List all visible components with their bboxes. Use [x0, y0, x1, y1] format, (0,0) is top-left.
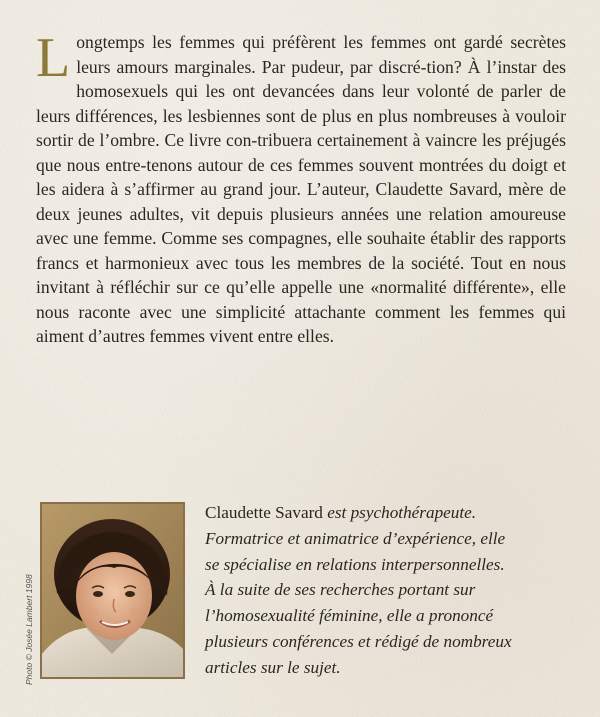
description-line: elle souhaite établir des rapports francs et harmonieux avec [36, 228, 566, 273]
description-line: relation amoureuse avec une femme. Comme ses compagnes, [36, 203, 566, 248]
description-line: en plus nombreuses à vouloir sortir de l’ombre. Ce livre con- [36, 105, 567, 150]
author-name: Claudette Savard [205, 503, 323, 522]
author-photo [42, 504, 183, 677]
bio-line: articles sur le sujet. [205, 657, 341, 677]
bio-line: Formatrice et animatrice d’expérience, elle [205, 528, 506, 548]
bio-line: l’homosexualité féminine, elle a prononcé [205, 606, 494, 626]
description-line: mère de deux jeunes adultes, vit depuis plusieurs années une [36, 179, 566, 224]
drop-cap: L [36, 27, 71, 89]
bio-line: se spécialise en relations interpersonnelles. [205, 554, 505, 574]
author-bio [205, 500, 575, 681]
author-photo-frame [40, 502, 185, 679]
author-role: est psychothérapeute. [327, 503, 477, 522]
bio-line: plusieurs conférences et rédigé de nombreux [205, 631, 512, 651]
book-description [36, 27, 567, 349]
description-line: tous les membres de la société. Tout en nous invitant à réfléchir [36, 252, 566, 297]
description-line: aidera à s’affirmer au grand jour. L’auteur, Claudette Savard, [61, 179, 503, 199]
description-line: tion? À l’instar des homosexuels qui les ont devancées dans leur [76, 56, 566, 101]
description-line: sur ce qu’elle appelle une «normalité différente», elle nous [36, 277, 566, 322]
description-line: tenons autour de ces femmes souvent montrées du doigt et les [36, 154, 566, 199]
bio-line: À la suite de ses recherches portant sur [205, 580, 476, 600]
photo-credit: Photo © Josée Lambert 1998 [24, 574, 34, 685]
description-line: secrètes leurs amours marginales. Par pudeur, par discré- [76, 32, 566, 77]
description-line: raconte avec une simplicité attachante comment les femmes [78, 301, 535, 322]
description-line: volonté de parler de leurs différences, les lesbiennes sont de plus [36, 81, 566, 126]
description-line: ongtemps les femmes qui préfèrent les femmes ont gardé [76, 32, 503, 52]
description-line: tribuera certainement à vaincre les préjugés que nous entre- [36, 130, 566, 175]
description-line: qui aiment d’autres femmes vivent entre elles. [36, 301, 566, 346]
